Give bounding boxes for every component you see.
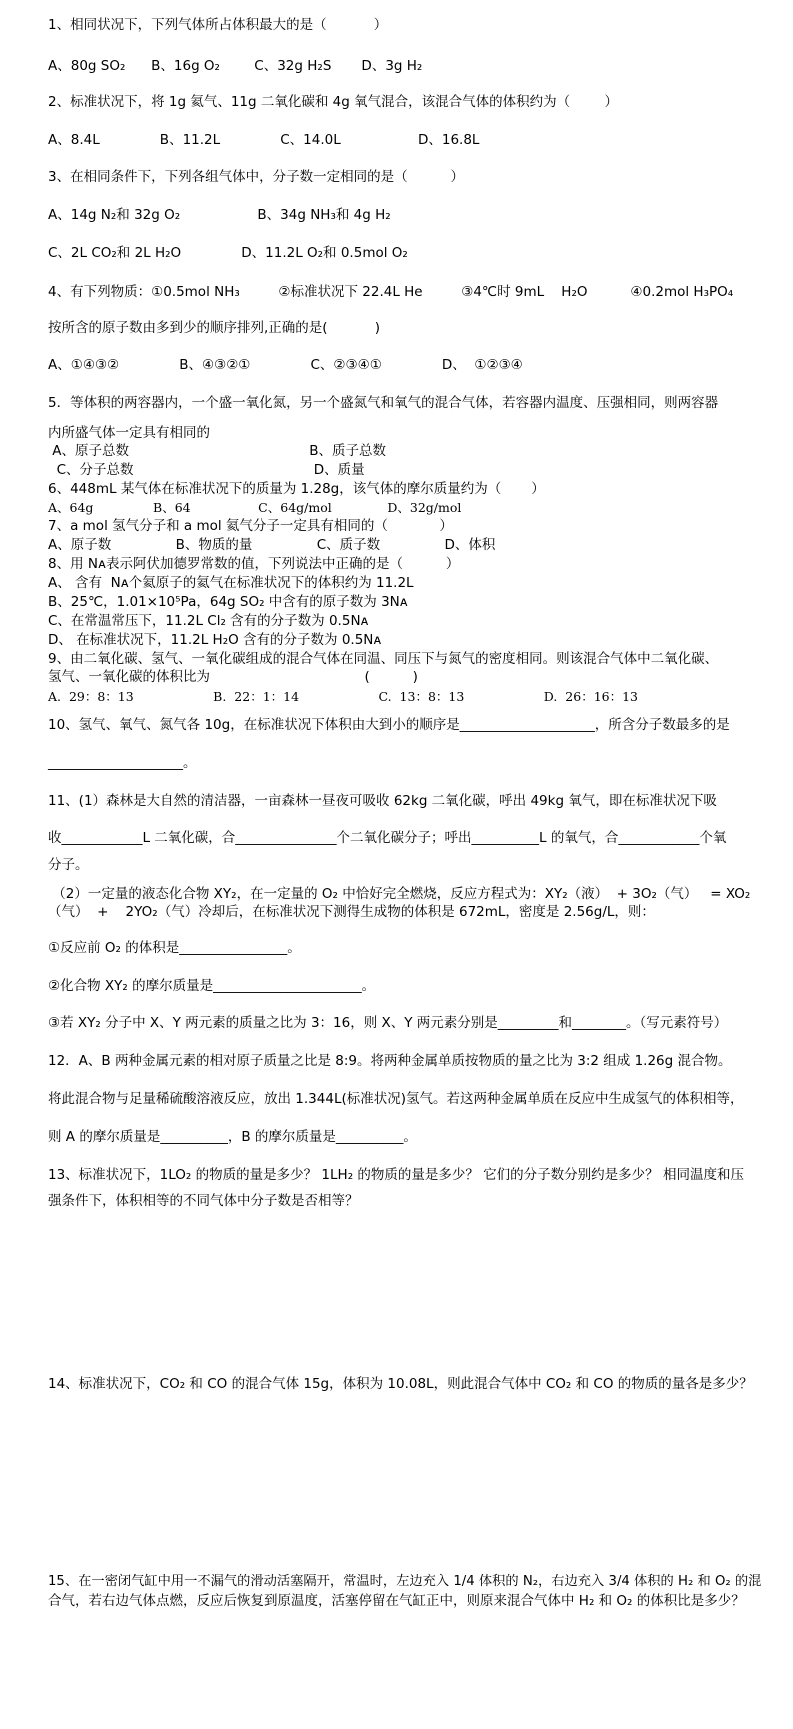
q4-stem: 4、有下列物质：①0.5mol NH₃ ②标准状况下 22.4L He ③4℃时 9mL H₂O ④0.2mol H₃PO₄ (48, 284, 734, 300)
q5-options-cd: C、分子总数 D、质量 (48, 462, 365, 478)
q9-options: A. 29：8：13 B. 22：1：14 C. 13：8：13 D. 26：16：13 (48, 689, 639, 704)
q8-option-a: A、 含有 Nᴀ个氦原子的氦气在标准状况下的体积约为 11.2L (48, 575, 414, 591)
q3-options-ab: A、14g N₂和 32g O₂ B、34g NH₃和 4g H₂ (48, 207, 391, 223)
q4-stem-cont: 按所含的原子数由多到少的顺序排列,正确的是( ) (48, 320, 381, 336)
q12-stem: 12．A、B 两种金属元素的相对原子质量之比是 8:9。将两种金属单质按物质的量之比为 3:2 组成 1.26g 混合物。 (48, 1053, 732, 1069)
q1-stem: 1、相同状况下，下列气体所占体积最大的是（ ） (48, 17, 388, 33)
q11-part2-cont: （气） + 2YO₂（气）冷却后，在标准状况下测得生成物的体积是 672mL，密度是 2.56g/L，则： (48, 904, 655, 920)
q11-sub2: ②化合物 XY₂ 的摩尔质量是______________________。 (48, 978, 376, 994)
q10-stem-cont: ____________________。 (48, 755, 197, 771)
q2-stem: 2、标准状况下，将 1g 氦气、11g 二氧化碳和 4g 氧气混合，该混合气体的体积约为（ ） (48, 94, 618, 110)
q10-stem: 10、氢气、氧气、氮气各 10g，在标准状况下体积由大到小的顺序是____________________，所含分子数最多的是 (48, 717, 730, 733)
q12-stem-cont: 将此混合物与足量稀硫酸溶液反应，放出 1.344L(标准状况)氢气。若这两种金属单质在反应中生成氢气的体积相等， (48, 1091, 744, 1107)
q15-stem-cont: 合气，若右边气体点燃，反应后恢复到原温度，活塞停留在气缸正中，则原来混合气体中 H₂ 和 O₂ 的体积比是多少？ (48, 1593, 745, 1609)
q12-stem-end: 则 A 的摩尔质量是__________，B 的摩尔质量是__________。 (48, 1129, 417, 1145)
q7-stem: 7、a mol 氢气分子和 a mol 氦气分子一定具有相同的（ ） (48, 518, 453, 534)
q8-stem: 8、用 Nᴀ表示阿伏加德罗常数的值，下列说法中正确的是（ ） (48, 556, 460, 572)
q5-stem: 5．等体积的两容器内，一个盛一氧化氮，另一个盛氮气和氧气的混合气体，若容器内温度、压强相同，则两容器 (48, 395, 719, 411)
q14-stem: 14、标准状况下，CO₂ 和 CO 的混合气体 15g，体积为 10.08L，则此混合气体中 CO₂ 和 CO 的物质的量各是多少？ (48, 1376, 753, 1392)
q11-part1-cont: 收____________L 二氧化碳，合_______________个二氧化碳分子；呼出__________L 的氧气，合____________个氧 (48, 830, 727, 846)
q9-stem-cont: 氢气、一氧化碳的体积比为 ( ) (48, 669, 418, 685)
q11-part1-end: 分子。 (48, 857, 89, 873)
q8-option-b: B、25℃，1.01×10⁵Pa，64g SO₂ 中含有的原子数为 3Nᴀ (48, 594, 408, 610)
q6-stem: 6、448mL 某气体在标准状况下的质量为 1.28g，该气体的摩尔质量约为（ ） (48, 481, 545, 497)
q11-part1: 11、(1）森林是大自然的清洁器，一亩森林一昼夜可吸收 62kg 二氧化碳，呼出 49kg 氧气，即在标准状况下吸 (48, 793, 717, 809)
q7-options: A、原子数 B、物质的量 C、质子数 D、体积 (48, 537, 496, 553)
q15-stem: 15、在一密闭气缸中用一不漏气的滑动活塞隔开，常温时，左边充入 1/4 体积的 N₂，右边充入 3/4 体积的 H₂ 和 O₂ 的混 (48, 1574, 762, 1589)
q8-option-c: C、在常温常压下，11.2L Cl₂ 含有的分子数为 0.5Nᴀ (48, 613, 369, 629)
q9-stem: 9、由二氧化碳、氢气、一氧化碳组成的混合气体在同温、同压下与氮气的密度相同。则该混合气体中二氧化碳、 (48, 651, 719, 667)
q5-options-ab: A、原子总数 B、质子总数 (48, 443, 387, 459)
q6-options: A、64g B、64 C、64g/mol D、32g/mol (48, 500, 462, 515)
q2-options: A、8.4L B、11.2L C、14.0L D、16.8L (48, 132, 480, 148)
q5-stem-cont: 内所盛气体一定具有相同的 (48, 425, 210, 441)
q8-option-d: D、 在标准状况下，11.2L H₂O 含有的分子数为 0.5Nᴀ (48, 632, 382, 648)
q11-sub3: ③若 XY₂ 分子中 X、Y 两元素的质量之比为 3：16，则 X、Y 两元素分别是_________和________。（写元素符号） (48, 1015, 728, 1031)
q11-part2: （2）一定量的液态化合物 XY₂，在一定量的 O₂ 中恰好完全燃烧，反应方程式为：XY₂（液） + 3O₂（气） = XO₂ (48, 886, 751, 902)
q4-options: A、①④③② B、④③②① C、②③④① D、 ①②③④ (48, 357, 523, 373)
q13-stem-cont: 强条件下，体积相等的不同气体中分子数是否相等？ (48, 1193, 359, 1209)
q13-stem: 13、标准状况下，1LO₂ 的物质的量是多少？ 1LH₂ 的物质的量是多少？ 它们的分子数分别约是多少？ 相同温度和压 (48, 1167, 744, 1183)
q3-stem: 3、在相同条件下，下列各组气体中，分子数一定相同的是（ ） (48, 169, 465, 185)
q1-options: A、80g SO₂ B、16g O₂ C、32g H₂S D、3g H₂ (48, 58, 423, 74)
q3-options-cd: C、2L CO₂和 2L H₂O D、11.2L O₂和 0.5mol O₂ (48, 245, 408, 261)
q11-sub1: ①反应前 O₂ 的体积是________________。 (48, 940, 301, 956)
